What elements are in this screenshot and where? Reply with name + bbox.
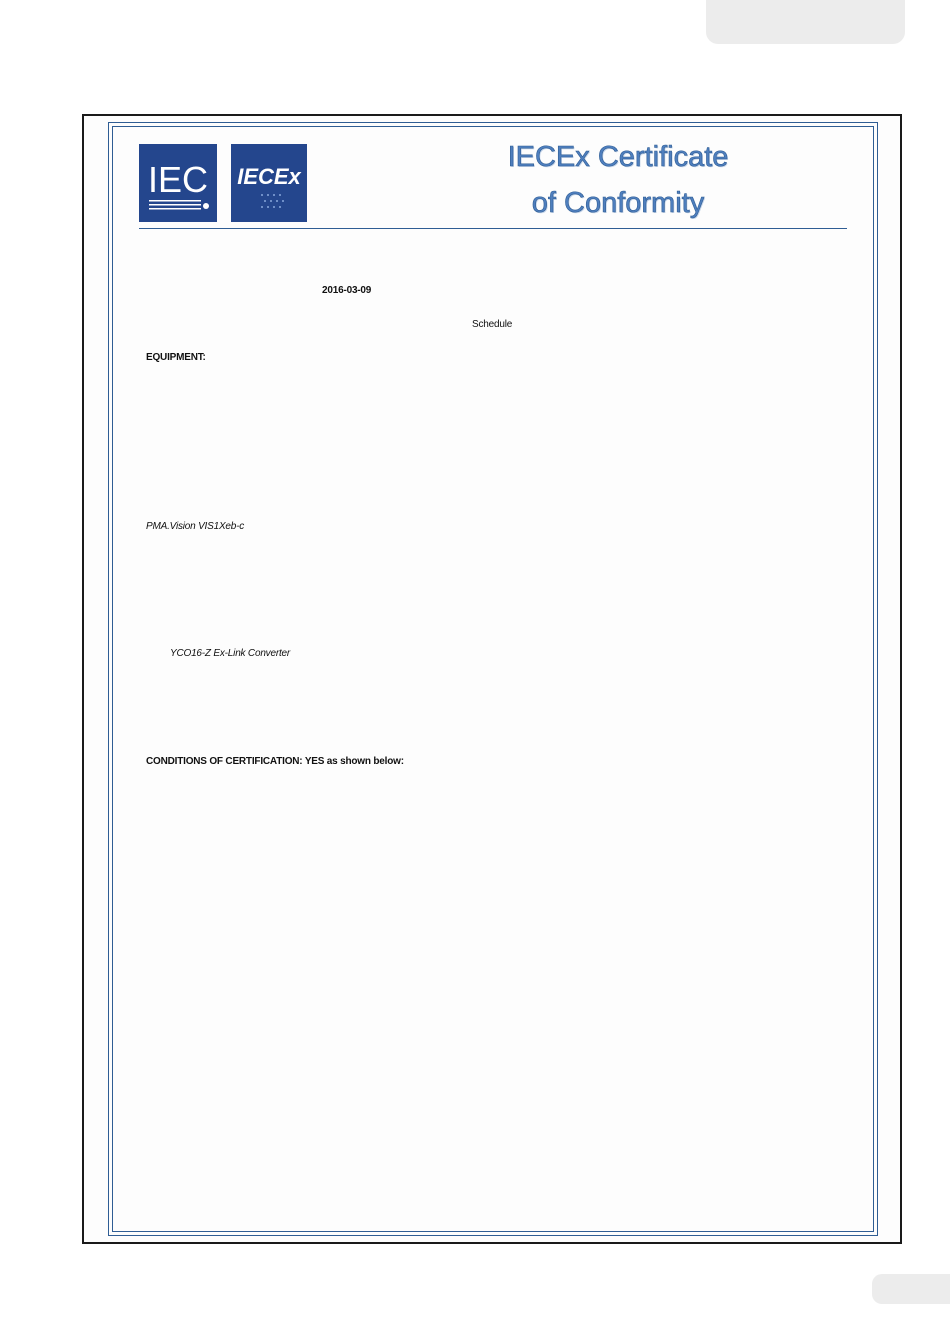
iec-logo <box>139 144 217 222</box>
page-tab-bottom <box>872 1274 950 1304</box>
page-tab-top <box>706 0 905 44</box>
iecex-logo <box>231 144 307 222</box>
certificate-border <box>108 122 878 1236</box>
equipment-model-1: PMA.Vision VIS1Xeb-c <box>146 521 245 532</box>
issue-date: 2016-03-09 <box>322 285 372 296</box>
certificate-title-line-2: of Conformity <box>531 187 705 219</box>
certificate-inner-border <box>112 126 874 1232</box>
iecex-logo-text: IECEx <box>237 164 301 189</box>
equipment-model-2: YCO16-Z Ex-Link Converter <box>170 648 291 659</box>
certificate-title-line-1: IECEx Certificate <box>507 141 729 173</box>
iec-logo-text: IEC <box>147 159 209 200</box>
equipment-heading: EQUIPMENT: <box>146 352 206 363</box>
conditions-heading: CONDITIONS OF CERTIFICATION: YES as shown below: <box>146 756 404 767</box>
header-divider <box>139 228 847 229</box>
schedule-label: Schedule <box>472 319 513 330</box>
